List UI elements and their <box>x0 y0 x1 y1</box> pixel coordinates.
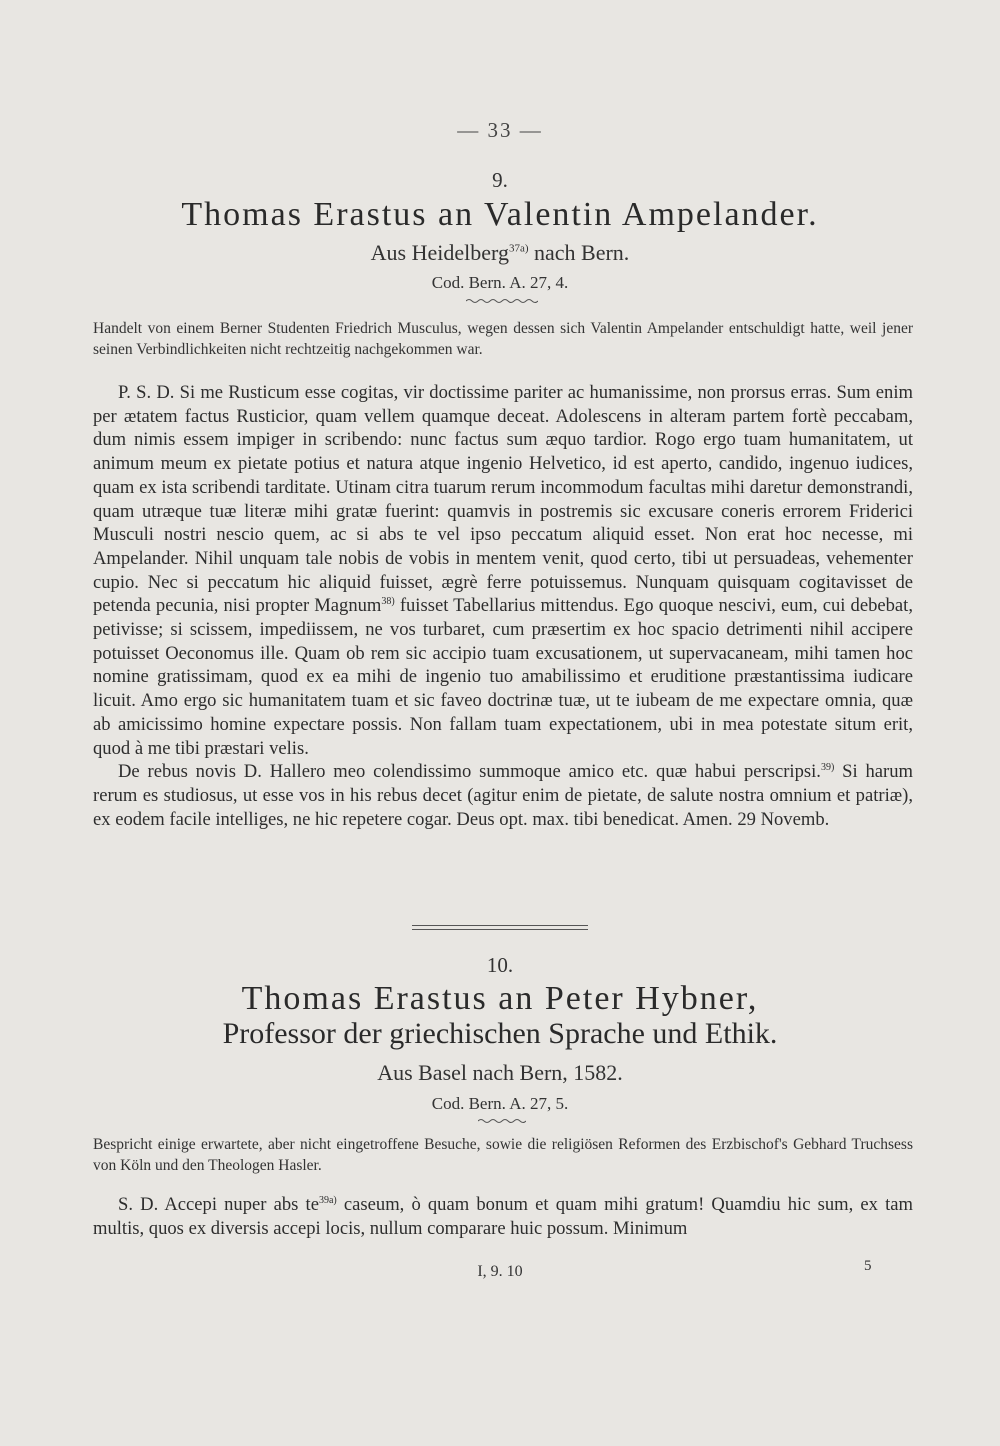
letter-body <box>93 381 913 831</box>
letter-title: Thomas Erastus an Valentin Ampelander. <box>181 196 819 233</box>
paragraph-text: caseum, ò quam bonum et quam mihi gratum! Quamdiu hic sum, ex tam multis, quos ex diversis accepi locis, nullum comparare huic possum. Minimum <box>93 1194 913 1239</box>
letter-number: 9. <box>492 168 508 192</box>
paragraph-text: De rebus novis D. Hallero meo colendissimo summoque amico etc. quæ habui perscripsi. <box>118 761 821 783</box>
sheet-signature: I, 9. 10 <box>477 1263 523 1280</box>
letter-body <box>93 1193 913 1240</box>
footnote-ref: 37a) <box>508 242 529 255</box>
codex-reference: Cod. Bern. A. 27, 4. <box>431 273 569 292</box>
wavy-divider-icon <box>478 1118 526 1124</box>
letter-title: Thomas Erastus an Peter Hybner, <box>241 980 759 1017</box>
paragraph-text: S. D. Accepi nuper abs te <box>118 1194 319 1215</box>
letter-summary: Bespricht einige erwartete, aber nicht eingetroffene Besuche, sowie die religiösen Reformen des Erzbischof's Gebhard Truchsess von Köln und den Theologen Hasler. <box>93 1136 913 1174</box>
origin-text: Aus Heidelberg <box>370 240 509 265</box>
letter-paragraph <box>93 760 913 831</box>
paragraph-text: P. S. D. Si me Rusticum esse cogitas, vir doctissime pariter ac humanissime, non prorsus erras. Sum enim per ætatem factus Rusticior, quam vellem quamque deceat. Adolescens in alteram partem fortè peccabam, dum nimis essem impiger in scribendo: nunc factus sum æquo tardior. Rogo ergo tuam humanitatem, ut animum meum ex pietate potius et natura atque ingenio Helvetico, id est aperto, candido, ingenuo iudices, quam ex ista scribendi tarditate. Utinam citra tuarum rerum incommodum facultas mihi daretur demonstrandi, quam utræque tuæ literæ mihi gratæ fuerint: quamvis in postremis sic excusare coneris errorem Friderici Musculi nostri nescio quem, ac si abs te vel ipso peccatum aliquid esset. Non erat hoc necesse, mi Ampelander. Nihil unquam tale nobis de vobis in mentem venit, quod certo, tibi ut persuadeas, vehementer cupio. Nec si peccatum hic aliquid fuisset, ægrè ferre potuissemus. Nunquam quisquam cogitavisset de petenda pecunia, nisi propter Magnum <box>93 382 913 617</box>
letter-summary: Handelt von einem Berner Studenten Friedrich Musculus, wegen dessen sich Valentin Ampelander entschuldigt hatte, weil jener seinen Verbindlichkeiten nicht rechtzeitig nachgekommen war. <box>93 320 913 358</box>
footnote-ref: 39a) <box>318 1194 337 1206</box>
letter-paragraph <box>93 1193 913 1240</box>
letter-number: 10. <box>486 953 514 977</box>
letter-subtitle: Professor der griechischen Sprache und Ethik. <box>222 1017 778 1050</box>
footnote-ref: 38) <box>381 596 395 608</box>
letter-paragraph <box>93 381 913 760</box>
page-number: — 33 — <box>457 118 543 142</box>
sheet-number: 5 <box>864 1258 872 1274</box>
letter-origin: Aus Basel nach Bern, 1582. <box>377 1060 623 1085</box>
paragraph-text: fuisset Tabellarius mittendus. Ego quoque nescivi, eum, cui debebat, petivisse; si scissem, impediissem, ne vos turbaret, cum præsertim ex hoc spacio detrimenti nihil accipere potuisset Oeconomus ille. Quam ob rem sic accipio tuam excusationem, ut supervacaneam, mihi tamen hoc nomine gratissimam, quod ex ea mihi de ingenio tuo amabilissimo et eruditione præstantissima iudicare licuit. Amo ergo sic humanitatem tuam et sic faveo doctrinæ tuæ, ut te iubeam de me expectare omnia, quæ ab amicissimo homine expectare possis. Non fallam tuam expectationem, ubi in mea potestate situm erit, quod à me tibi præstari velis. <box>93 595 913 759</box>
letter-origin <box>0 240 1000 266</box>
footnote-ref: 39) <box>820 762 835 774</box>
codex-reference: Cod. Bern. A. 27, 5. <box>431 1094 569 1113</box>
section-rule <box>412 925 588 926</box>
paragraph-text: Si harum rerum es studiosus, ut esse vos in his rebus decet (agitur enim de pietate, de salute nostra omnium et patriæ), ex eodem facile intelliges, ne hic repetere cogar. Deus opt. max. tibi benedicat. Amen. 29 Novemb. <box>93 761 913 830</box>
origin-text: nach Bern. <box>528 240 630 265</box>
wavy-divider-icon <box>466 298 538 304</box>
section-rule <box>412 929 588 930</box>
